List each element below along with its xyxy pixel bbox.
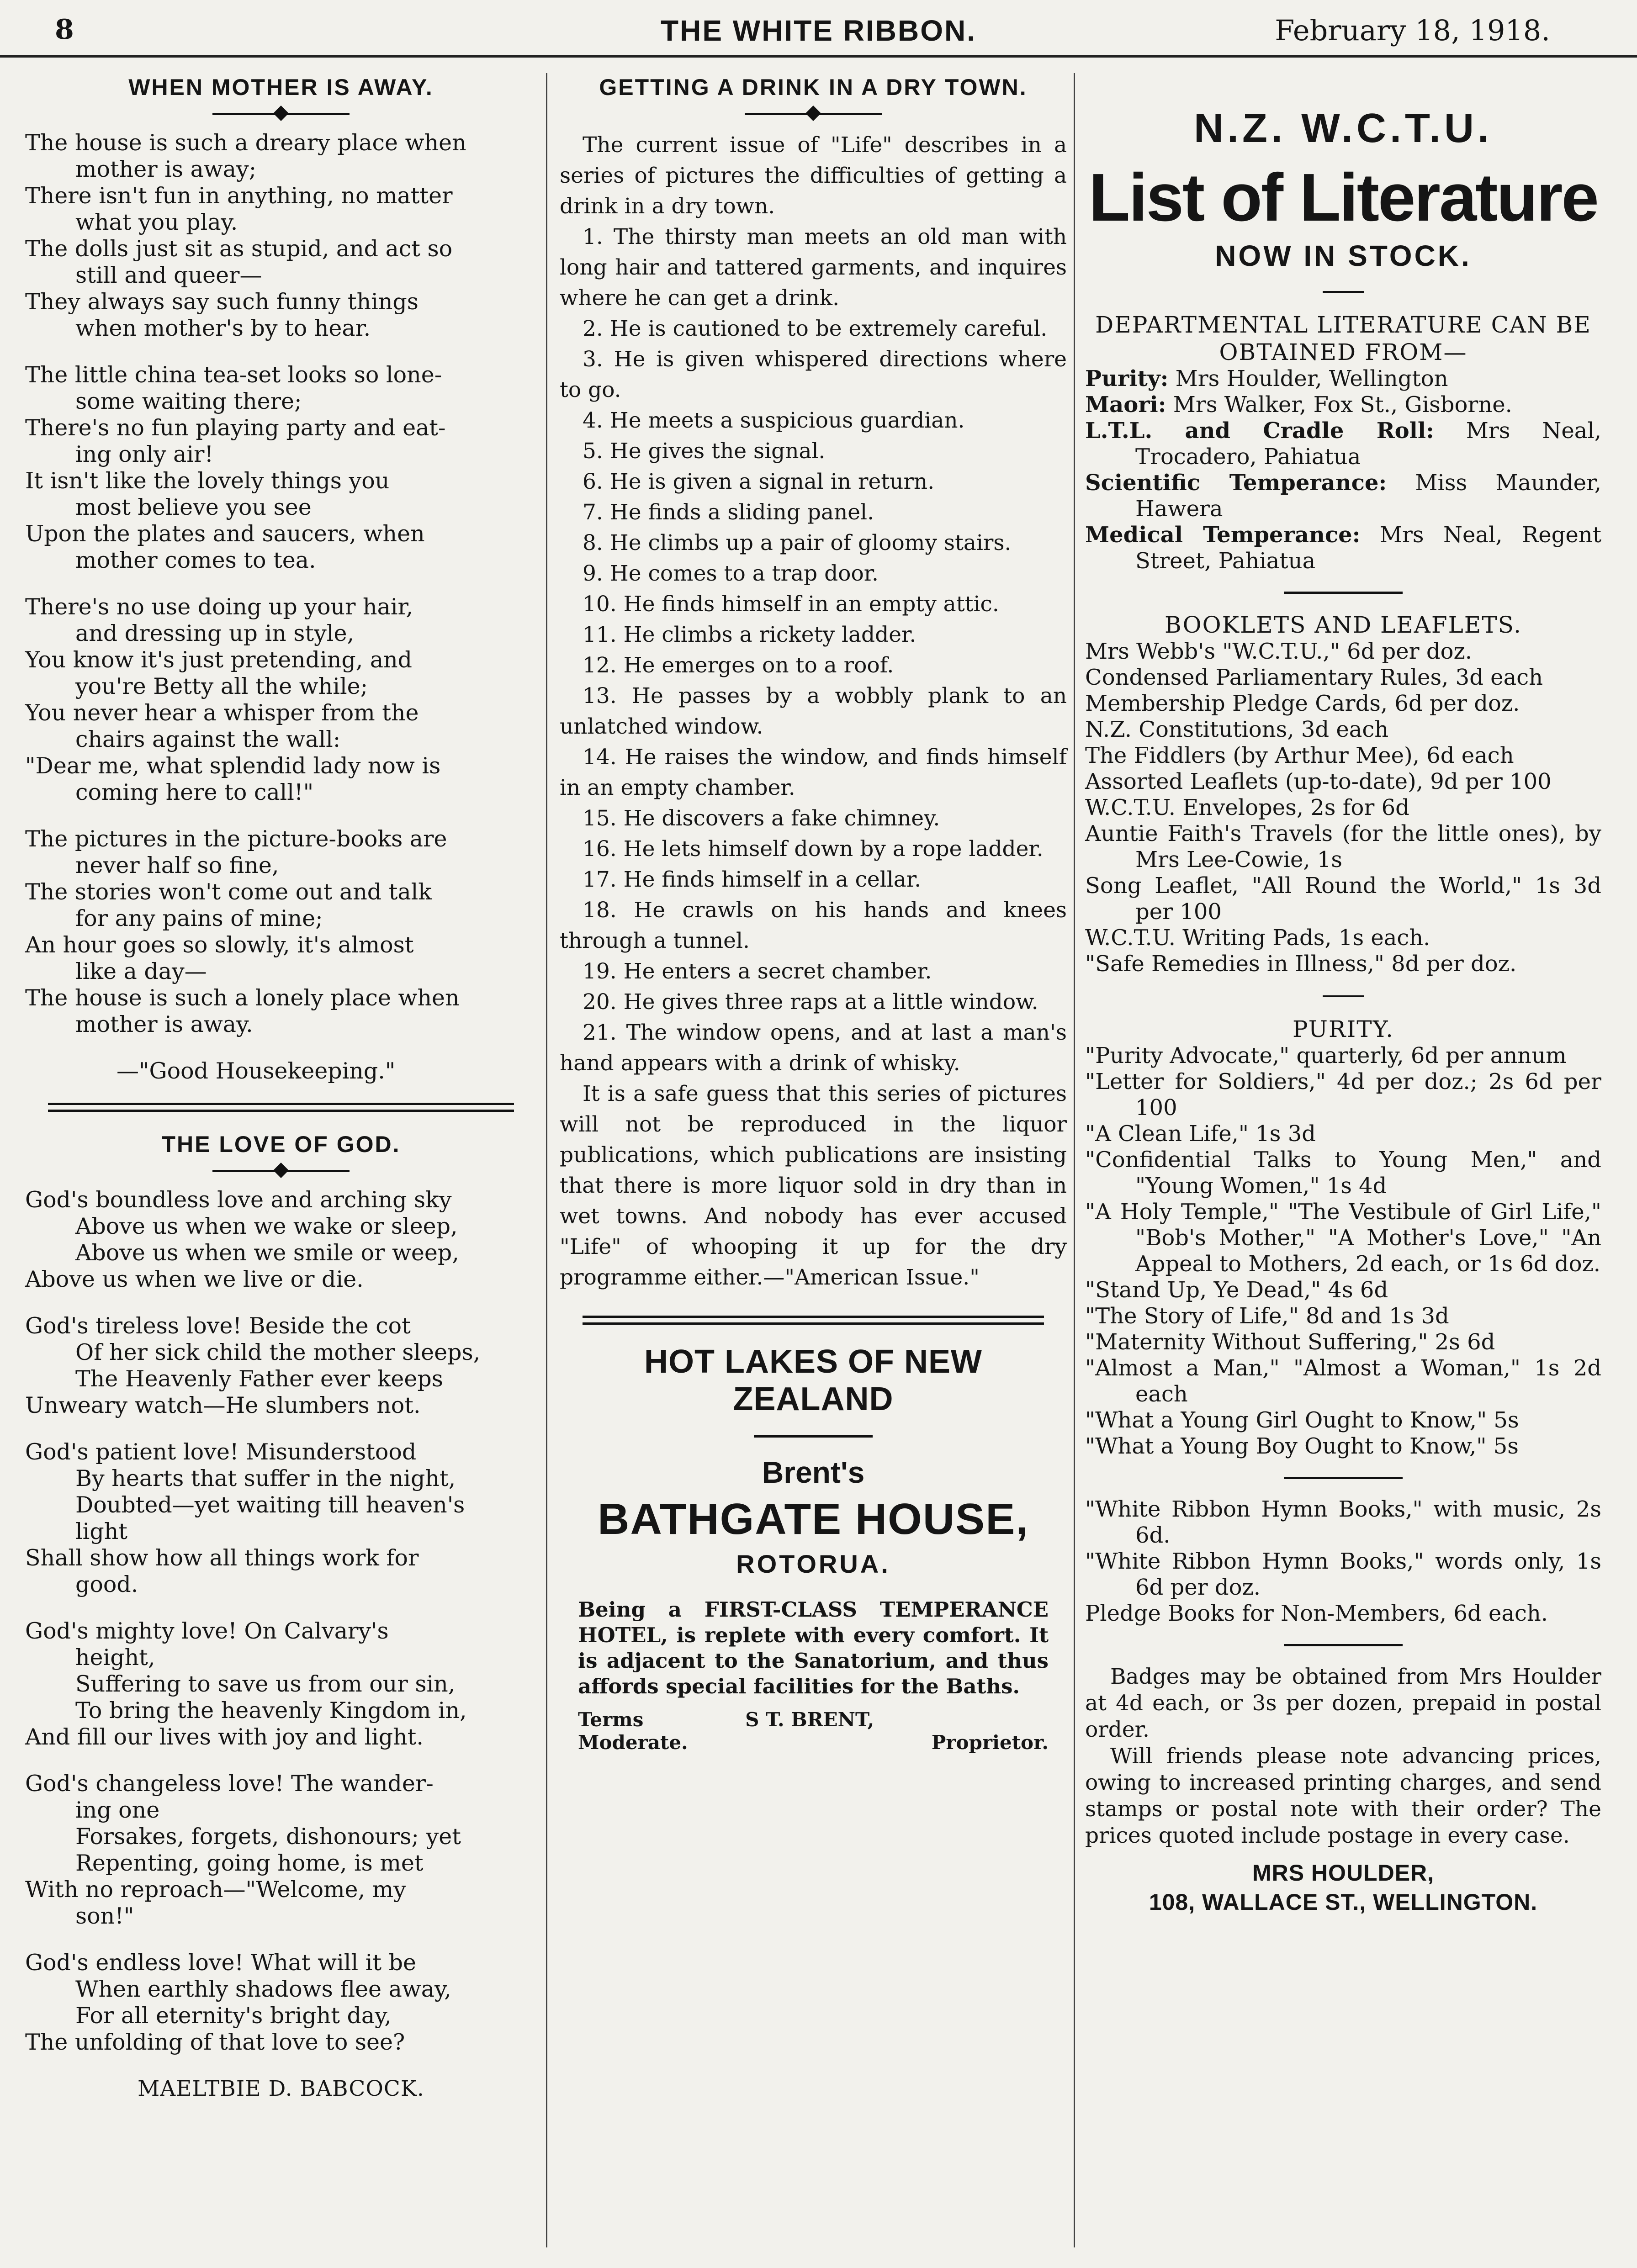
poem-line: Of her sick child the mother sleeps,: [75, 1339, 481, 1365]
poem-line: God's mighty love! On Calvary's: [25, 1618, 389, 1644]
purity-item: "What a Young Girl Ought to Know," 5s: [1085, 1407, 1519, 1433]
column-divider: [1074, 73, 1075, 2247]
purity-heading: PURITY.: [1292, 1016, 1394, 1042]
double-rule: [583, 1316, 1044, 1325]
article-steps: [560, 222, 1067, 1078]
poem-line: ing one: [75, 1797, 160, 1823]
poem-stanza: [25, 1313, 537, 1419]
poem-line: and dressing up in style,: [75, 620, 355, 646]
article-step: 11. He climbs a rickety ladder.: [583, 622, 917, 647]
ad-footer: [560, 1708, 1067, 1754]
poem-line: you're Betty all the while;: [75, 673, 368, 699]
poem-line: some waiting there;: [75, 388, 302, 414]
poem-line: The pictures in the picture-books are: [25, 826, 447, 852]
booklet-item: Assorted Leaflets (up-to-date), 9d per 100: [1085, 769, 1552, 794]
poem-line: son!": [75, 1903, 134, 1929]
dept-entry-value: Mrs Walker, Fox St., Gisborne.: [1173, 392, 1512, 418]
poem-line: Forsakes, forgets, dishonours; yet: [75, 1824, 461, 1850]
short-rule: [754, 1435, 873, 1438]
dept-entry: [1085, 392, 1601, 418]
article-step: 3. He is given whispered directions where to go.: [560, 347, 1067, 402]
ad-proprietor-title: Proprietor.: [931, 1731, 1049, 1754]
poem-stanza: [25, 1950, 537, 2056]
booklet-item: Song Leaflet, "All Round the World," 1s 3d per 100: [1085, 873, 1601, 925]
booklet-item: N.Z. Constitutions, 3d each: [1085, 717, 1389, 742]
purity-item: "Letter for Soldiers," 4d per doz.; 2s 6d per 100: [1085, 1069, 1601, 1121]
article-step: 17. He finds himself in a cellar.: [583, 867, 922, 892]
article-step: 6. He is given a signal in return.: [583, 469, 935, 494]
dept-entry-label: Purity:: [1085, 366, 1169, 391]
article-title: GETTING A DRINK IN A DRY TOWN.: [599, 74, 1028, 100]
ad-proprietor-name: S T. BRENT,: [745, 1708, 874, 1731]
dept-entry: [1085, 366, 1601, 392]
purity-item: "Purity Advocate," quarterly, 6d per annum: [1085, 1043, 1567, 1068]
poem-line: To bring the heavenly Kingdom in,: [75, 1697, 467, 1723]
dept-entry: [1085, 470, 1601, 522]
poem-stanza: [25, 594, 537, 806]
article-closing: It is a safe guess that this series of pictures will not be reproduced in the liquor publications, which publications are insisting that there is more liquor sold in dry than in wet towns. And nobody has ever accused "Life" of whooping it up for the dry programme either.—"American Issue.": [560, 1081, 1067, 1290]
poem-line: Upon the plates and saucers, when: [25, 521, 425, 547]
poem-line: God's changeless love! The wander-: [25, 1771, 434, 1797]
ornament-divider: [25, 105, 537, 123]
ad-hotel-name: BATHGATE HOUSE,: [598, 1495, 1029, 1544]
poem-stanza: [25, 130, 537, 342]
contact-address: 108, WALLACE ST., WELLINGTON.: [1149, 1889, 1538, 1915]
ad-headline: HOT LAKES OF NEW ZEALAND: [644, 1343, 982, 1417]
purity-item: "Confidential Talks to Young Men," and "Young Women," 1s 4d: [1085, 1147, 1601, 1199]
dept-entry-value: Mrs Neal, Trocadero, Pahiatua: [1135, 418, 1601, 470]
poem-line: God's tireless love! Beside the cot: [25, 1313, 411, 1339]
booklet-item: W.C.T.U. Envelopes, 2s for 6d: [1085, 795, 1409, 820]
article-step: 21. The window opens, and at last a man's hand appears with a drink of whisky.: [560, 1020, 1067, 1076]
poem-line: like a day—: [75, 958, 207, 984]
dept-entry-label: L.T.L. and Cradle Roll:: [1085, 418, 1434, 444]
poem-line: An hour goes so slowly, it's almost: [25, 932, 414, 958]
article-step: 9. He comes to a trap door.: [583, 561, 879, 586]
dept-list: [1085, 366, 1601, 574]
poem-line: There isn't fun in anything, no matter: [25, 183, 453, 209]
dept-entry-label: Maori:: [1085, 392, 1166, 418]
poem-line: coming here to call!": [75, 779, 314, 805]
poem-attribution: —"Good Housekeeping.": [117, 1058, 396, 1084]
article-step: 5. He gives the signal.: [583, 439, 826, 464]
poem-line: When earthly shadows flee away,: [75, 1976, 451, 2002]
poem-line: Shall show how all things work for: [25, 1545, 419, 1571]
short-rule: [1284, 592, 1403, 594]
poem-line: Above us when we wake or sleep,: [75, 1213, 458, 1239]
dept-entry: [1085, 418, 1601, 470]
poem-line: Doubted—yet waiting till heaven's: [75, 1492, 465, 1518]
literature-subtitle: NOW IN STOCK.: [1215, 239, 1472, 272]
literature-title: List of Literature: [1089, 160, 1598, 235]
poem-line: Repenting, going home, is met: [75, 1850, 424, 1876]
ad-terms-value: Moderate.: [578, 1731, 688, 1754]
poem-author: MAELTBIE D. BABCOCK.: [138, 2076, 424, 2101]
poem-line: mother comes to tea.: [75, 547, 316, 573]
poem-line: height,: [75, 1644, 155, 1671]
poem-line: for any pains of mine;: [75, 905, 323, 931]
note-paragraph: Will friends please note advancing prices, owing to increased printing charges, and send stamps or postal note with their order? The prices quoted include postage in every case.: [1085, 1744, 1601, 1848]
poem-line: Above us when we live or die.: [25, 1266, 364, 1292]
short-rule: [1323, 291, 1364, 293]
booklet-item: Membership Pledge Cards, 6d per doz.: [1085, 691, 1520, 716]
poem-line: The Heavenly Father ever keeps: [75, 1366, 443, 1392]
poem-line: what you play.: [75, 209, 238, 235]
article-step: 16. He lets himself down by a rope ladder.: [583, 836, 1044, 862]
hymn-item: Pledge Books for Non-Members, 6d each.: [1085, 1601, 1548, 1626]
poem-line: Unweary watch—He slumbers not.: [25, 1392, 421, 1418]
article-step: 18. He crawls on his hands and knees through a tunnel.: [560, 898, 1067, 953]
booklets-heading: BOOKLETS AND LEAFLETS.: [1165, 612, 1522, 638]
poem-line: The house is such a lonely place when: [25, 985, 460, 1011]
article-step: 2. He is cautioned to be extremely careful.: [583, 316, 1048, 341]
purity-item: "Stand Up, Ye Dead," 4s 6d: [1085, 1277, 1388, 1303]
poem-line: God's patient love! Misunderstood: [25, 1439, 417, 1465]
ad-body: Being a FIRST-CLASS TEMPERANCE HOTEL, is replete with every comfort. It is adjacent to the Sanatorium, and thus affords special facilities for the Baths.: [578, 1597, 1049, 1698]
hymn-list: [1085, 1496, 1601, 1627]
poem-line: There's no use doing up your hair,: [25, 594, 413, 620]
poem-line: God's endless love! What will it be: [25, 1950, 417, 1976]
issue-date: February 18, 1918.: [1275, 14, 1550, 47]
ornament-divider: [25, 1162, 537, 1180]
poem-line: For all eternity's bright day,: [75, 2003, 392, 2029]
article-step: 8. He climbs up a pair of gloomy stairs.: [583, 530, 1012, 555]
poem-line: They always say such funny things: [25, 289, 419, 315]
poem-line: God's boundless love and arching sky: [25, 1187, 452, 1213]
ornament-divider: [560, 105, 1067, 123]
article-step: 12. He emerges on to a roof.: [583, 653, 894, 678]
poem-when-mother-is-away: [25, 130, 537, 1038]
article-step: 4. He meets a suspicious guardian.: [583, 408, 965, 433]
page-number: 8: [55, 14, 74, 46]
hymn-item: "White Ribbon Hymn Books," with music, 2s 6d.: [1085, 1496, 1601, 1548]
booklet-item: Mrs Webb's "W.C.T.U.," 6d per doz.: [1085, 639, 1473, 664]
purity-item: "The Story of Life," 8d and 1s 3d: [1085, 1303, 1449, 1329]
article-step: 1. The thirsty man meets an old man with long hair and tattered garments, and inquires where he can get a drink.: [560, 224, 1067, 311]
article-step: 15. He discovers a fake chimney.: [583, 806, 940, 831]
poem-line: There's no fun playing party and eat-: [25, 415, 446, 441]
booklets-list: [1085, 639, 1601, 977]
short-rule: [1323, 995, 1364, 997]
purity-item: "Maternity Without Suffering," 2s 6d: [1085, 1329, 1495, 1355]
masthead-title: THE WHITE RIBBON.: [661, 14, 976, 47]
poem-line: Suffering to save us from our sin,: [75, 1671, 456, 1697]
poem-line: most believe you see: [75, 494, 312, 520]
short-rule: [1284, 1477, 1403, 1479]
poem-title: WHEN MOTHER IS AWAY.: [128, 74, 434, 100]
dept-entry-value: Miss Maunder, Hawera: [1135, 470, 1601, 522]
column-poems: [25, 73, 537, 2102]
poem-line: It isn't like the lovely things you: [25, 468, 390, 494]
column-literature: [1085, 73, 1601, 1917]
hotel-advertisement: [560, 1343, 1067, 1754]
poem-love-of-god: [25, 1187, 537, 2056]
ad-terms: Terms: [578, 1708, 644, 1731]
article-step: 14. He raises the window, and finds himself in an empty chamber.: [560, 745, 1067, 800]
poem-line: mother is away;: [75, 156, 257, 182]
poem-line: light: [75, 1518, 127, 1544]
ad-owner: Brent's: [762, 1455, 865, 1489]
poem-stanza: [25, 1439, 537, 1598]
purity-item: "What a Young Boy Ought to Know," 5s: [1085, 1433, 1519, 1459]
booklet-item: "Safe Remedies in Illness," 8d per doz.: [1085, 951, 1517, 977]
poem-line: when mother's by to hear.: [75, 315, 371, 341]
purity-item: "A Holy Temple," "The Vestibule of Girl Life," "Bob's Mother," "A Mother's Love," "An Appeal to Mothers, 2d each, or 1s 6d doz.: [1085, 1199, 1601, 1277]
dept-entry-value: Mrs Neal, Regent Street, Pahiatua: [1135, 522, 1601, 574]
hymn-item: "White Ribbon Hymn Books," words only, 1s 6d per doz.: [1085, 1549, 1601, 1600]
poem-line: You never hear a whisper from the: [25, 700, 419, 726]
article-step: 10. He finds himself in an empty attic.: [583, 592, 999, 617]
poem-line: With no reproach—"Welcome, my: [25, 1877, 406, 1903]
note-paragraph: Badges may be obtained from Mrs Houlder at 4d each, or 3s per dozen, prepaid in postal order.: [1085, 1664, 1601, 1742]
double-rule: [48, 1103, 514, 1112]
column-article: [560, 73, 1067, 1754]
poem-line: The dolls just sit as stupid, and act so: [25, 236, 453, 262]
poem-stanza: [25, 1771, 537, 1930]
booklet-item: The Fiddlers (by Arthur Mee), 6d each: [1085, 743, 1514, 768]
dept-heading: DEPARTMENTAL LITERATURE CAN BE OBTAINED FROM—: [1095, 312, 1591, 365]
ad-location: ROTORUA.: [736, 1549, 890, 1578]
article-step: 7. He finds a sliding panel.: [583, 500, 874, 525]
booklet-item: Auntie Faith's Travels (for the little ones), by Mrs Lee-Cowie, 1s: [1085, 821, 1601, 872]
contact-name: MRS HOULDER,: [1252, 1860, 1435, 1886]
poem-line: good.: [75, 1571, 138, 1597]
poem-line: mother is away.: [75, 1011, 253, 1037]
booklet-item: W.C.T.U. Writing Pads, 1s each.: [1085, 925, 1430, 951]
column-divider: [546, 73, 547, 2247]
purity-item: "A Clean Life," 1s 3d: [1085, 1121, 1316, 1147]
org-name: N.Z. W.C.T.U.: [1194, 106, 1493, 151]
notes: [1085, 1664, 1601, 1849]
poem-line: And fill our lives with joy and light.: [25, 1724, 424, 1750]
dept-entry-value: Mrs Houlder, Wellington: [1175, 366, 1448, 391]
poem-line: Above us when we smile or weep,: [75, 1240, 459, 1266]
article-step: 20. He gives three raps at a little window.: [583, 989, 1038, 1015]
purity-item: "Almost a Man," "Almost a Woman," 1s 2d each: [1085, 1355, 1601, 1407]
article-intro: The current issue of "Life" describes in a series of pictures the difficulties of getting a drink in a dry town.: [560, 132, 1067, 219]
poem-line: The unfolding of that love to see?: [25, 2029, 405, 2055]
poem-title: THE LOVE OF GOD.: [161, 1131, 401, 1157]
poem-line: You know it's just pretending, and: [25, 647, 412, 673]
poem-stanza: [25, 826, 537, 1038]
dept-entry-label: Scientific Temperance:: [1085, 470, 1387, 496]
poem-line: By hearts that suffer in the night,: [75, 1465, 456, 1491]
dept-entry-label: Medical Temperance:: [1085, 522, 1361, 548]
poem-line: never half so fine,: [75, 852, 279, 878]
page-header: [0, 0, 1637, 58]
poem-stanza: [25, 1618, 537, 1750]
poem-stanza: [25, 1187, 537, 1293]
poem-line: The house is such a dreary place when: [25, 130, 466, 156]
poem-line: still and queer—: [75, 262, 262, 288]
poem-line: ing only air!: [75, 441, 214, 467]
poem-line: The little china tea-set looks so lone-: [25, 362, 442, 388]
poem-line: chairs against the wall:: [75, 726, 341, 752]
dept-entry: [1085, 522, 1601, 574]
article-step: 13. He passes by a wobbly plank to an unlatched window.: [560, 683, 1067, 739]
poem-stanza: [25, 362, 537, 574]
article-step: 19. He enters a secret chamber.: [583, 959, 932, 984]
purity-list: [1085, 1043, 1601, 1459]
short-rule: [1284, 1644, 1403, 1646]
booklet-item: Condensed Parliamentary Rules, 3d each: [1085, 665, 1543, 690]
poem-line: "Dear me, what splendid lady now is: [25, 753, 441, 779]
poem-line: The stories won't come out and talk: [25, 879, 432, 905]
